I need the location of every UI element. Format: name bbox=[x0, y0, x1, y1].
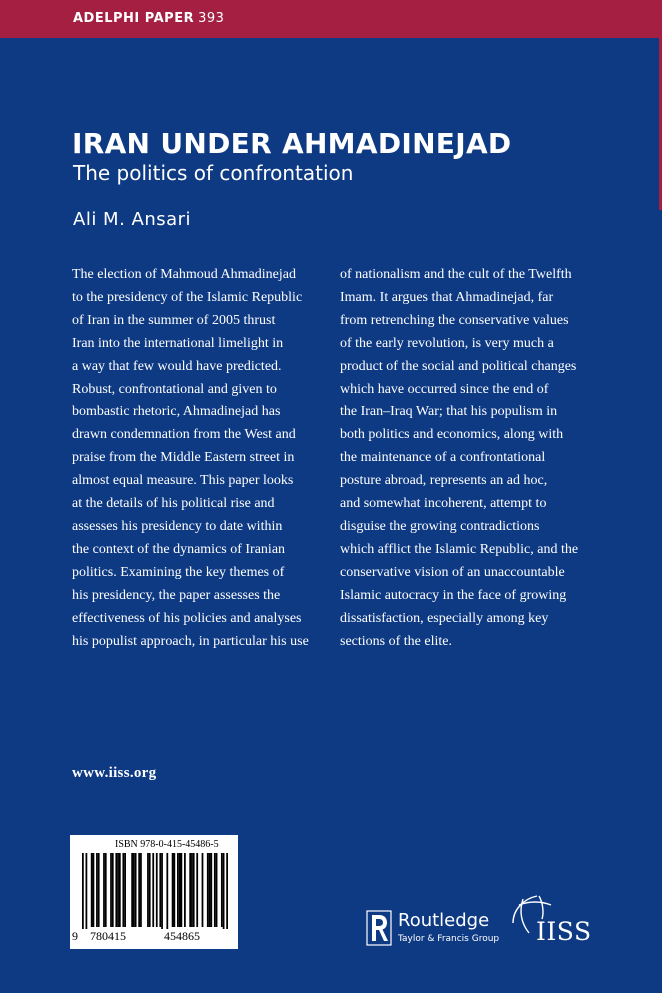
series-label bbox=[73, 11, 224, 26]
barcode-bar bbox=[159, 853, 161, 927]
barcode-bar bbox=[193, 853, 195, 927]
blurb-line: Islamic autocracy in the face of growing bbox=[340, 587, 567, 603]
barcode-bar bbox=[207, 853, 209, 927]
series-name: ADELPHI PAPER bbox=[73, 11, 195, 26]
barcode-bars bbox=[82, 853, 228, 929]
barcode-digits-right: 454865 bbox=[164, 929, 200, 943]
blurb-column-left bbox=[72, 264, 334, 653]
book-subtitle: The politics of confrontation bbox=[73, 161, 354, 185]
blurb-line: posture abroad, represents an ad hoc, bbox=[340, 473, 548, 489]
iiss-wordmark: IISS bbox=[536, 917, 592, 946]
blurb-line: both politics and economics, along with bbox=[340, 427, 564, 443]
website-link[interactable]: www.iiss.org bbox=[72, 765, 157, 781]
barcode-bar bbox=[161, 853, 163, 929]
barcode-bar bbox=[189, 853, 191, 927]
blurb-line: assesses his presidency to date within bbox=[72, 518, 283, 534]
blurb-line: which afflict the Islamic Republic, and the bbox=[340, 541, 579, 557]
barcode-bar bbox=[119, 853, 121, 927]
barcode-bar bbox=[117, 853, 119, 927]
blurb-line: sections of the elite. bbox=[340, 633, 452, 649]
blurb-line: effectiveness of his policies and analyses bbox=[72, 610, 302, 626]
barcode-bar bbox=[221, 853, 223, 927]
barcode-bar bbox=[156, 853, 158, 927]
blurb-line: of Iran in the summer of 2005 thrust bbox=[72, 312, 276, 328]
blurb-line: bombastic rhetoric, Ahmadinejad has bbox=[72, 404, 281, 420]
blurb-line: almost equal measure. This paper looks bbox=[72, 473, 294, 489]
blurb-line: politics. Examining the key themes of bbox=[72, 564, 285, 580]
publisher-name: Routledge bbox=[398, 910, 490, 931]
blurb-line: drawn condemnation from the West and bbox=[72, 427, 296, 443]
barcode-bar bbox=[96, 853, 98, 927]
barcode-bar bbox=[112, 853, 114, 927]
barcode-bar bbox=[202, 853, 204, 927]
barcode-bar bbox=[173, 853, 175, 927]
isbn-barcode bbox=[70, 835, 238, 949]
barcode-bar bbox=[140, 853, 142, 927]
barcode-bar bbox=[214, 853, 216, 927]
barcode-bar bbox=[149, 853, 151, 927]
barcode-bar bbox=[166, 853, 168, 929]
barcode-bar bbox=[181, 853, 183, 927]
blurb-line: of the early revolution, is very much a bbox=[340, 335, 554, 351]
book-title: IRAN UNDER AHMADINEJAD bbox=[72, 127, 512, 160]
blurb-line: a way that few would have predicted. bbox=[72, 358, 282, 374]
barcode-digit-lead: 9 bbox=[72, 929, 78, 943]
publisher-group: Taylor & Francis Group bbox=[398, 934, 500, 944]
blurb-line: Robust, confrontational and given to bbox=[72, 381, 277, 397]
barcode-bar bbox=[131, 853, 133, 927]
book-author: Ali M. Ansari bbox=[73, 209, 192, 230]
blurb-line: conservative vision of an unaccountable bbox=[340, 564, 565, 580]
blurb-line: disguise the growing contradictions bbox=[340, 518, 540, 534]
blurb-line: his populist approach, in particular his use bbox=[72, 633, 309, 649]
barcode-bar bbox=[124, 853, 126, 927]
barcode-bar bbox=[191, 853, 193, 927]
blurb-line: Imam. It argues that Ahmadinejad, far bbox=[340, 289, 554, 305]
blurb-line: the context of the dynamics of Iranian bbox=[72, 541, 286, 557]
blurb-line: product of the social and political changes bbox=[340, 358, 577, 374]
blurb-line: praise from the Middle Eastern street in bbox=[72, 450, 295, 466]
blurb-line: dissatisfaction, especially among key bbox=[340, 610, 549, 626]
barcode-bar bbox=[91, 853, 93, 927]
routledge-r-icon bbox=[366, 910, 392, 946]
barcode-digits-left: 780415 bbox=[90, 929, 126, 943]
blurb-line: Iran into the international limelight in bbox=[72, 335, 284, 351]
barcode-bar bbox=[122, 853, 124, 927]
barcode-bar bbox=[135, 853, 137, 927]
blurb-line: from retrenching the conservative values bbox=[340, 312, 569, 328]
barcode-bar bbox=[216, 853, 218, 927]
barcode-bar bbox=[172, 853, 174, 927]
blurb-line: to the presidency of the Islamic Republic bbox=[72, 289, 303, 305]
iiss-logo bbox=[509, 893, 609, 953]
blurb-line: his presidency, the paper assesses the bbox=[72, 587, 281, 603]
barcode-bar bbox=[184, 853, 186, 927]
blurb-line: the maintenance of a confrontational bbox=[340, 450, 546, 466]
blurb-line: The election of Mahmoud Ahmadinejad bbox=[72, 267, 296, 282]
barcode-bar bbox=[93, 853, 95, 927]
barcode-bar bbox=[209, 853, 211, 927]
barcode-bar bbox=[103, 853, 105, 927]
series-number: 393 bbox=[198, 11, 225, 26]
barcode-bar bbox=[196, 853, 198, 927]
blurb-column-right bbox=[340, 264, 602, 653]
barcode-bar bbox=[86, 853, 88, 929]
isbn-number: ISBN 978-0-415-45486-5 bbox=[115, 839, 219, 850]
blurb-line: and somewhat incoherent, attempt to bbox=[340, 496, 547, 512]
barcode-bar bbox=[115, 853, 117, 927]
blurb-line: which have occurred since the end of bbox=[340, 381, 549, 397]
barcode-bar bbox=[177, 853, 179, 927]
barcode-bar bbox=[210, 853, 212, 927]
barcode-bar bbox=[98, 853, 100, 927]
barcode-bar bbox=[82, 853, 84, 929]
barcode-bar bbox=[133, 853, 135, 927]
barcode-bar bbox=[179, 853, 181, 927]
blurb-line: at the details of his political rise and bbox=[72, 496, 275, 512]
blurb-line: of nationalism and the cult of the Twelfth bbox=[340, 267, 572, 282]
blurb-line: the Iran–Iraq War; that his populism in bbox=[340, 404, 558, 420]
barcode-bar bbox=[152, 853, 154, 927]
barcode-bar bbox=[138, 853, 140, 927]
barcode-bar bbox=[147, 853, 149, 927]
barcode-bar bbox=[105, 853, 107, 927]
barcode-bar bbox=[110, 853, 112, 927]
barcode-bar bbox=[226, 853, 228, 929]
barcode-bar bbox=[223, 853, 225, 929]
